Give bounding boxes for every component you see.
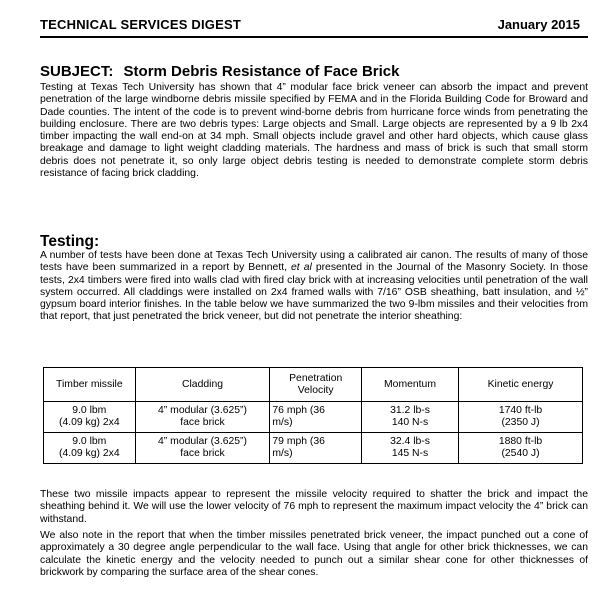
testing-paragraph xyxy=(40,250,588,324)
subject-label: SUBJECT: xyxy=(40,63,114,80)
header-title: TECHNICAL SERVICES DIGEST xyxy=(40,17,241,32)
missile-results-table xyxy=(43,367,583,464)
table-header-row xyxy=(44,368,583,402)
cell-energy: 1880 ft-lb (2540 J) xyxy=(459,433,583,464)
cell-missile: 9.0 lbm (4.09 kg) 2x4 xyxy=(44,402,136,433)
digest-header xyxy=(40,14,588,38)
testing-text-after: presented in the Journal of the Masonry Society. In those tests, 2x4 timbers were fired into walls clad with fired clay brick with at increasing velocities until penetration of the wall system occurred. All claddings were installed on 2x4 framed walls with 7/16” OSB sheathing, batt insulation, and ½” gypsum board interior finishes. In the table below we have summarized the two 9-lbm missiles and their velocities from that report, that just penetrated the brick veneer, but did not penetrate the interior sheathing: xyxy=(40,262,589,323)
testing-text-italic: et al xyxy=(291,262,312,274)
velocity-conclusion-paragraph: These two missile impacts appear to represent the missile velocity required to shatter the brick and impact the sheathing behind it. We will use the lower velocity of 76 mph to represent the maximum impact velocity the 4” brick can withstand. xyxy=(40,489,588,525)
cell-momentum: 32.4 lb-s 145 N-s xyxy=(362,433,459,464)
column-header-cladding: Cladding xyxy=(135,368,270,402)
intro-paragraph: Testing at Texas Tech University has shown that 4” modular face brick veneer can absorb the impact and prevent penetration of the large windborne debris missile specified by FEMA and in the Florida Building Code for Broward and Dade counties. The intent of the code is to prevent wind-borne debris from hurricane force winds from penetrating the building enclosure. There are two debris types: Large objects and Small. Large objects are represented by a 9 lb 2x4 timber impacting the wall end-on at 34 mph. Small objects include gravel and other hard objects, which cause glass breakage and damage to light weight cladding materials. The hardness and mass of brick is such that small storm debris does not penetrate it, so only large object debris testing is needed to demonstrate complete storm debris resistance of facing brick cladding. xyxy=(40,82,588,180)
shear-cone-paragraph: We also note in the report that when the timber missiles penetrated brick veneer, the impact punched out a cone of approximately a 30 degree angle perpendicular to the wall face. Using that angle for other brick thicknesses, we can calculate the kinetic energy and the velocity needed to punch out a similar shear cone for other thicknesses of brickwork by comparing the surface area of the shear cones. xyxy=(40,530,588,578)
table-row xyxy=(44,433,583,464)
cell-velocity: 76 mph (36 m/s) xyxy=(270,402,362,433)
testing-heading: Testing: xyxy=(40,233,100,250)
subject-line xyxy=(40,63,399,80)
testing-text-before: A number of tests have been done at Texas Tech University using a calibrated air canon. The results of many of those tests have been summarized in a report by Bennett, xyxy=(40,250,588,274)
cell-cladding: 4” modular (3.625”) face brick xyxy=(135,402,270,433)
cell-momentum: 31.2 lb-s 140 N-s xyxy=(362,402,459,433)
cell-cladding: 4” modular (3.625”) face brick xyxy=(135,433,270,464)
cell-velocity: 79 mph (36 m/s) xyxy=(270,433,362,464)
column-header-timber-missile: Timber missile xyxy=(44,368,136,402)
header-date: January 2015 xyxy=(497,17,580,32)
column-header-momentum: Momentum xyxy=(362,368,459,402)
cell-missile: 9.0 lbm (4.09 kg) 2x4 xyxy=(44,433,136,464)
column-header-penetration-velocity: Penetration Velocity xyxy=(270,368,362,402)
table-row xyxy=(44,402,583,433)
column-header-kinetic-energy: Kinetic energy xyxy=(459,368,583,402)
cell-energy: 1740 ft-lb (2350 J) xyxy=(459,402,583,433)
subject-title: Storm Debris Resistance of Face Brick xyxy=(123,63,400,80)
